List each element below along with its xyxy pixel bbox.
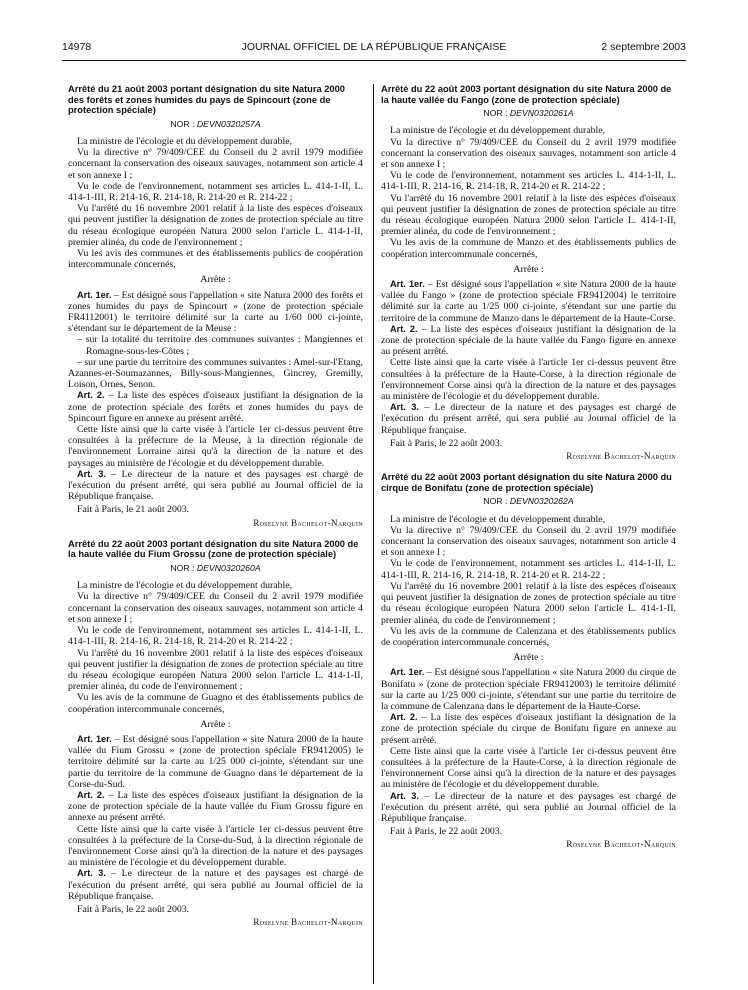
nor-reference (381, 108, 676, 119)
arrete-label: Arrête : (200, 274, 231, 286)
article-paragraph (381, 746, 676, 791)
article-paragraph (381, 357, 676, 402)
article-label: Art. 2. (77, 789, 105, 800)
visa-paragraph: Vu la directive n° 79/409/CEE du Conseil du 2 avril 1979 modifiée concernant la conservation des oiseaux sauvages, notamment son article 4 et son annexe I ; (381, 524, 676, 559)
visa-paragraph: Vu les avis de la commune de Calenzana et des établissements publics de coopération intercommunale concernés, (381, 625, 676, 648)
article-paragraph (68, 390, 363, 424)
visa-paragraph: Vu l'arrêté du 16 novembre 2001 relatif à la liste des espèces d'oiseaux qui peuvent justifier la désignation de zones de protection spéciale au titre du réseau écologique européen Natura 2000 selon l'article L. 414-1-II, premier alinéa, du code de l'environnement ; (68, 647, 363, 693)
issue-date: 2 septembre 2003 (601, 41, 686, 53)
article-text: – Est désigné sous l'appellation « site Natura 2000 du cirque de Bonifatu » (zone de protection spéciale FR9412003) le territoire délimité sur la carte au 1/25 000 ci-jointe, s'étendant sur une partie du territoire de la commune de Calenzana dans le département de la Haute-Corse. (381, 667, 676, 712)
visa-paragraph: La ministre de l'écologie et du développement durable, (390, 513, 606, 525)
article-text: – Est désigné sous l'appellation « site Natura 2000 des forêts et zones humides du pays de Spincourt » (zone de protection spéciale FR4112001) le territoire délimité sur la carte au 1/60 000 ci-jointe, s'étendant sur le département de la Meuse : (68, 289, 363, 335)
right-column (381, 84, 676, 861)
nor-reference (68, 563, 363, 574)
article-paragraph (381, 712, 676, 746)
header-divider (62, 60, 686, 61)
signature-name: Roselyne Bachelot-Narquin (566, 451, 676, 462)
column-divider (373, 84, 374, 984)
article-label: Art. 3. (77, 468, 106, 479)
nor-label: NOR : (483, 108, 508, 119)
nor-code: DEVN0320262A (509, 496, 574, 507)
arrete-block (68, 84, 363, 529)
visa-paragraph: Vu les avis de la commune de Guagno et des établissements publics de coopération intercommunale concernés, (68, 692, 363, 715)
arrete-title: Arrêté du 22 août 2003 portant désignation du site Natura 2000 du cirque de Bonifatu (zone de protection spéciale) (381, 472, 672, 493)
visa-paragraph: Vu les avis de la commune de Manzo et des établissements publics de coopération intercommunale concernés, (381, 237, 676, 260)
article-label: Art. 1er. (390, 279, 425, 290)
arrete-title: Arrêté du 22 août 2003 portant désignation du site Natura 2000 de la haute vallée du Fium Grossu (zone de protection spéciale) (68, 538, 359, 560)
article-paragraph (68, 790, 363, 824)
arrete-title: Arrêté du 22 août 2003 portant désignation du site Natura 2000 de la haute vallée du Fango (zone de protection spéciale) (381, 84, 672, 105)
visa-paragraph: La ministre de l'écologie et du développement durable, (77, 580, 293, 592)
arrete-label: Arrête : (513, 263, 544, 275)
article-label: Art. 3. (77, 868, 106, 879)
article-paragraph (77, 334, 363, 356)
article-paragraph (381, 279, 676, 324)
article-text: – Le directeur de la nature et des paysages est chargé de l'exécution du présent arrêté, qui sera publié au Journal officiel de la République française. (381, 790, 676, 824)
signature-name: Roselyne Bachelot-Narquin (253, 917, 363, 928)
article-paragraph (381, 667, 676, 712)
nor-label: NOR : (170, 118, 195, 129)
article-label: Art. 2. (390, 712, 418, 723)
nor-label: NOR : (483, 496, 508, 507)
article-paragraph (68, 357, 363, 391)
nor-code: DEVN0320260A (196, 563, 261, 574)
article-text: – La liste des espèces d'oiseaux justifiant la désignation de la zone de protection spéciale du cirque de Bonifatu figure en annexe au présent arrêté. (381, 712, 677, 746)
visa-paragraph: Vu l'arrêté du 16 novembre 2001 relatif à la liste des espèces d'oiseaux qui peuvent justifier la désignation de zones de protection spéciale au titre du réseau écologique européen Natura 2000 selon l'article L. 414-1-II, premier alinéa, du code de l'environnement ; (381, 580, 676, 626)
article-text: – sur la totalité du territoire des communes suivantes : Mangiennes et Romagne-sous-les-Côtes ; (77, 334, 363, 357)
article-text: – La liste des espèces d'oiseaux justifiant la désignation de la zone de protection spéciale de la haute vallée du Fium Grossu figure en annexe au présent arrêté. (68, 789, 364, 824)
visa-paragraph: Vu le code de l'environnement, notamment ses articles L. 414-1-II, L. 414-1-III, R. 214-16, R. 214-18, R. 214-20 et R. 214-22 ; (68, 625, 363, 648)
left-column (68, 84, 363, 938)
article-paragraph (381, 402, 676, 436)
article-paragraph (381, 324, 676, 358)
signature-name: Roselyne Bachelot-Narquin (253, 517, 363, 528)
nor-code: DEVN0320257A (196, 118, 261, 129)
visa-paragraph: La ministre de l'écologie et du développement durable, (390, 125, 606, 137)
article-text: Cette liste ainsi que la carte visée à l'article 1er ci-dessus peuvent être consultées à la préfecture de la Corse-du-Sud, à la direction régionale de l'environnement Corse ainsi qu'à la direction de la nature et des paysages au ministère de l'écologie et du développement durable. (68, 823, 363, 869)
article-text: – Le directeur de la nature et des paysages est chargé de l'exécution du présent arrêté, qui sera publié au Journal officiel de la République française. (68, 868, 363, 902)
article-label: Art. 1er. (77, 289, 112, 300)
article-paragraph (68, 424, 363, 469)
visa-paragraph: Vu la directive n° 79/409/CEE du Conseil du 2 avril 1979 modifiée concernant la conservation des oiseaux sauvages, notamment son article 4 et son annexe I ; (381, 136, 676, 170)
visa-paragraph: Vu le code de l'environnement, notamment ses articles L. 414-1-II, L. 414-1-III, R. 214-16, R. 214-18, R. 214-20 et R. 214-22 ; (68, 180, 363, 203)
visa-paragraph: Vu les avis des communes et des établissements publics de coopération intercommunale concernés, (68, 248, 363, 271)
signature-date: Fait à Paris, le 22 août 2003. (77, 903, 190, 915)
arrete-block (381, 84, 676, 462)
article-label: Art. 1er. (77, 733, 112, 744)
article-paragraph (68, 290, 363, 335)
article-paragraph (68, 734, 363, 790)
article-label: Art. 2. (390, 323, 418, 334)
signature-name: Roselyne Bachelot-Narquin (566, 839, 676, 850)
signature-date: Fait à Paris, le 22 août 2003. (390, 826, 503, 838)
arrete-block (381, 472, 676, 850)
signature-date: Fait à Paris, le 22 août 2003. (390, 437, 503, 449)
article-text: – Est désigné sous l'appellation « site Natura 2000 de la haute vallée du Fango » (zone de protection spéciale FR9412004) le territoire délimité sur la carte au 1/25 000 ci-jointe, s'étendant sur une partie du territoire de la commune de Manzo dans le département de la Haute-Corse. (381, 279, 676, 324)
article-label: Art. 3. (390, 402, 419, 413)
signature-date: Fait à Paris, le 21 août 2003. (77, 504, 190, 516)
article-label: Art. 3. (390, 790, 419, 801)
journal-title: JOURNAL OFFICIEL DE LA RÉPUBLIQUE FRANÇAISE (241, 41, 507, 53)
nor-label: NOR : (170, 563, 195, 574)
visa-paragraph: Vu l'arrêté du 16 novembre 2001 relatif à la liste des espèces d'oiseaux qui peuvent justifier la désignation de zones de protection spéciale au titre du réseau écologique européen Natura 2000 selon l'article L. 414-1-II, premier alinéa, du code de l'environnement ; (68, 203, 363, 248)
visa-paragraph: Vu le code de l'environnement, notamment ses articles L. 414-1-II, L. 414-1-III, R. 214-16, R. 214-18, R. 214-20 et R. 214-22 ; (381, 558, 676, 581)
article-text: Cette liste ainsi que la carte visée à l'article 1er ci-dessus peuvent être consultées à la préfecture de la Haute-Corse, à la direction régionale de l'environnement Corse ainsi qu'à la direction de la nature et des paysages au ministère de l'écologie et du développement durable. (381, 745, 676, 791)
article-text: – La liste des espèces d'oiseaux justifiant la désignation de la zone de protection spéciale de la haute vallée du Fango figure en annexe au présent arrêté. (381, 323, 677, 358)
article-text: – Le directeur de la nature et des paysages est chargé de l'exécution du présent arrêté, qui sera publié au Journal officiel de la République française. (68, 468, 363, 503)
nor-reference (68, 119, 363, 130)
article-label: Art. 2. (77, 390, 105, 401)
article-text: Cette liste ainsi que la carte visée à l'article 1er ci-dessus peuvent être consultées à la préfecture de la Meuse, à la direction régionale de l'environnement Lorraine ainsi qu'à la direction de la nature et des paysages au ministère de l'écologie et du développement durable. (68, 424, 363, 469)
visa-paragraph: Vu la directive n° 79/409/CEE du Conseil du 2 avril 1979 modifiée concernant la conservation des oiseaux sauvages, notamment son article 4 et son annexe I ; (68, 147, 363, 181)
arrete-label: Arrête : (200, 718, 231, 730)
article-text: – Est désigné sous l'appellation « site Natura 2000 de la haute vallée du Fium Grossu » (zone de protection spéciale FR9412005) le territoire délimité sur la carte au 1/25 000 ci-jointe, s'étendant sur une partie du territoire de la commune de Guagno dans le département de la Corse-du-Sud. (68, 733, 363, 790)
visa-paragraph: Vu le code de l'environnement, notamment ses articles L. 414-1-II, L. 414-1-III, R. 214-16, R. 214-18, R. 214-20 et R. 214-22 ; (381, 170, 676, 193)
page-number: 14978 (62, 41, 92, 53)
article-paragraph (68, 469, 363, 503)
arrete-label: Arrête : (513, 652, 544, 664)
article-paragraph (381, 791, 676, 825)
visa-paragraph: Vu l'arrêté du 16 novembre 2001 relatif à la liste des espèces d'oiseaux qui peuvent justifier la désignation de zones de protection spéciale au titre du réseau écologique européen Natura 2000 selon l'article L. 414-1-II, premier alinéa, du code de l'environnement ; (381, 192, 676, 238)
article-text: Cette liste ainsi que la carte visée à l'article 1er ci-dessus peuvent être consultées à la préfecture de la Haute-Corse, à la direction régionale de l'environnement Corse ainsi qu'à la direction de la nature et des paysages au ministère de l'écologie et du développement durable. (381, 357, 676, 403)
nor-code: DEVN0320261A (509, 108, 574, 119)
visa-paragraph: La ministre de l'écologie et du développement durable, (77, 135, 293, 147)
article-paragraph (68, 824, 363, 869)
article-text: – sur une partie du territoire des communes suivantes : Amel-sur-l'Etang, Azannes-et-Soumazannes, Billy-sous-Mangiennes, Gincrey, Gremilly, Loison, Ornes, Senon. (68, 356, 363, 391)
article-label: Art. 1er. (390, 667, 425, 678)
article-paragraph (68, 868, 363, 902)
arrete-block (68, 539, 363, 928)
visa-paragraph: Vu la directive n° 79/409/CEE du Conseil du 2 avril 1979 modifiée concernant la conservation des oiseaux sauvages, notamment son article 4 et son annexe I ; (68, 591, 363, 625)
nor-reference (381, 496, 676, 507)
article-text: – La liste des espèces d'oiseaux justifiant la désignation de la zone de protection spéciale des forêts et zones humides du pays de Spincourt figure en annexe au présent arrêté. (68, 390, 364, 424)
arrete-title: Arrêté du 21 août 2003 portant désignation du site Natura 2000 des forêts et zones humides du pays de Spincourt (zone de protection spéciale) (68, 84, 345, 116)
page-header (62, 41, 686, 55)
article-text: – Le directeur de la nature et des paysages est chargé de l'exécution du présent arrêté, qui sera publié au Journal officiel de la République française. (381, 402, 676, 436)
